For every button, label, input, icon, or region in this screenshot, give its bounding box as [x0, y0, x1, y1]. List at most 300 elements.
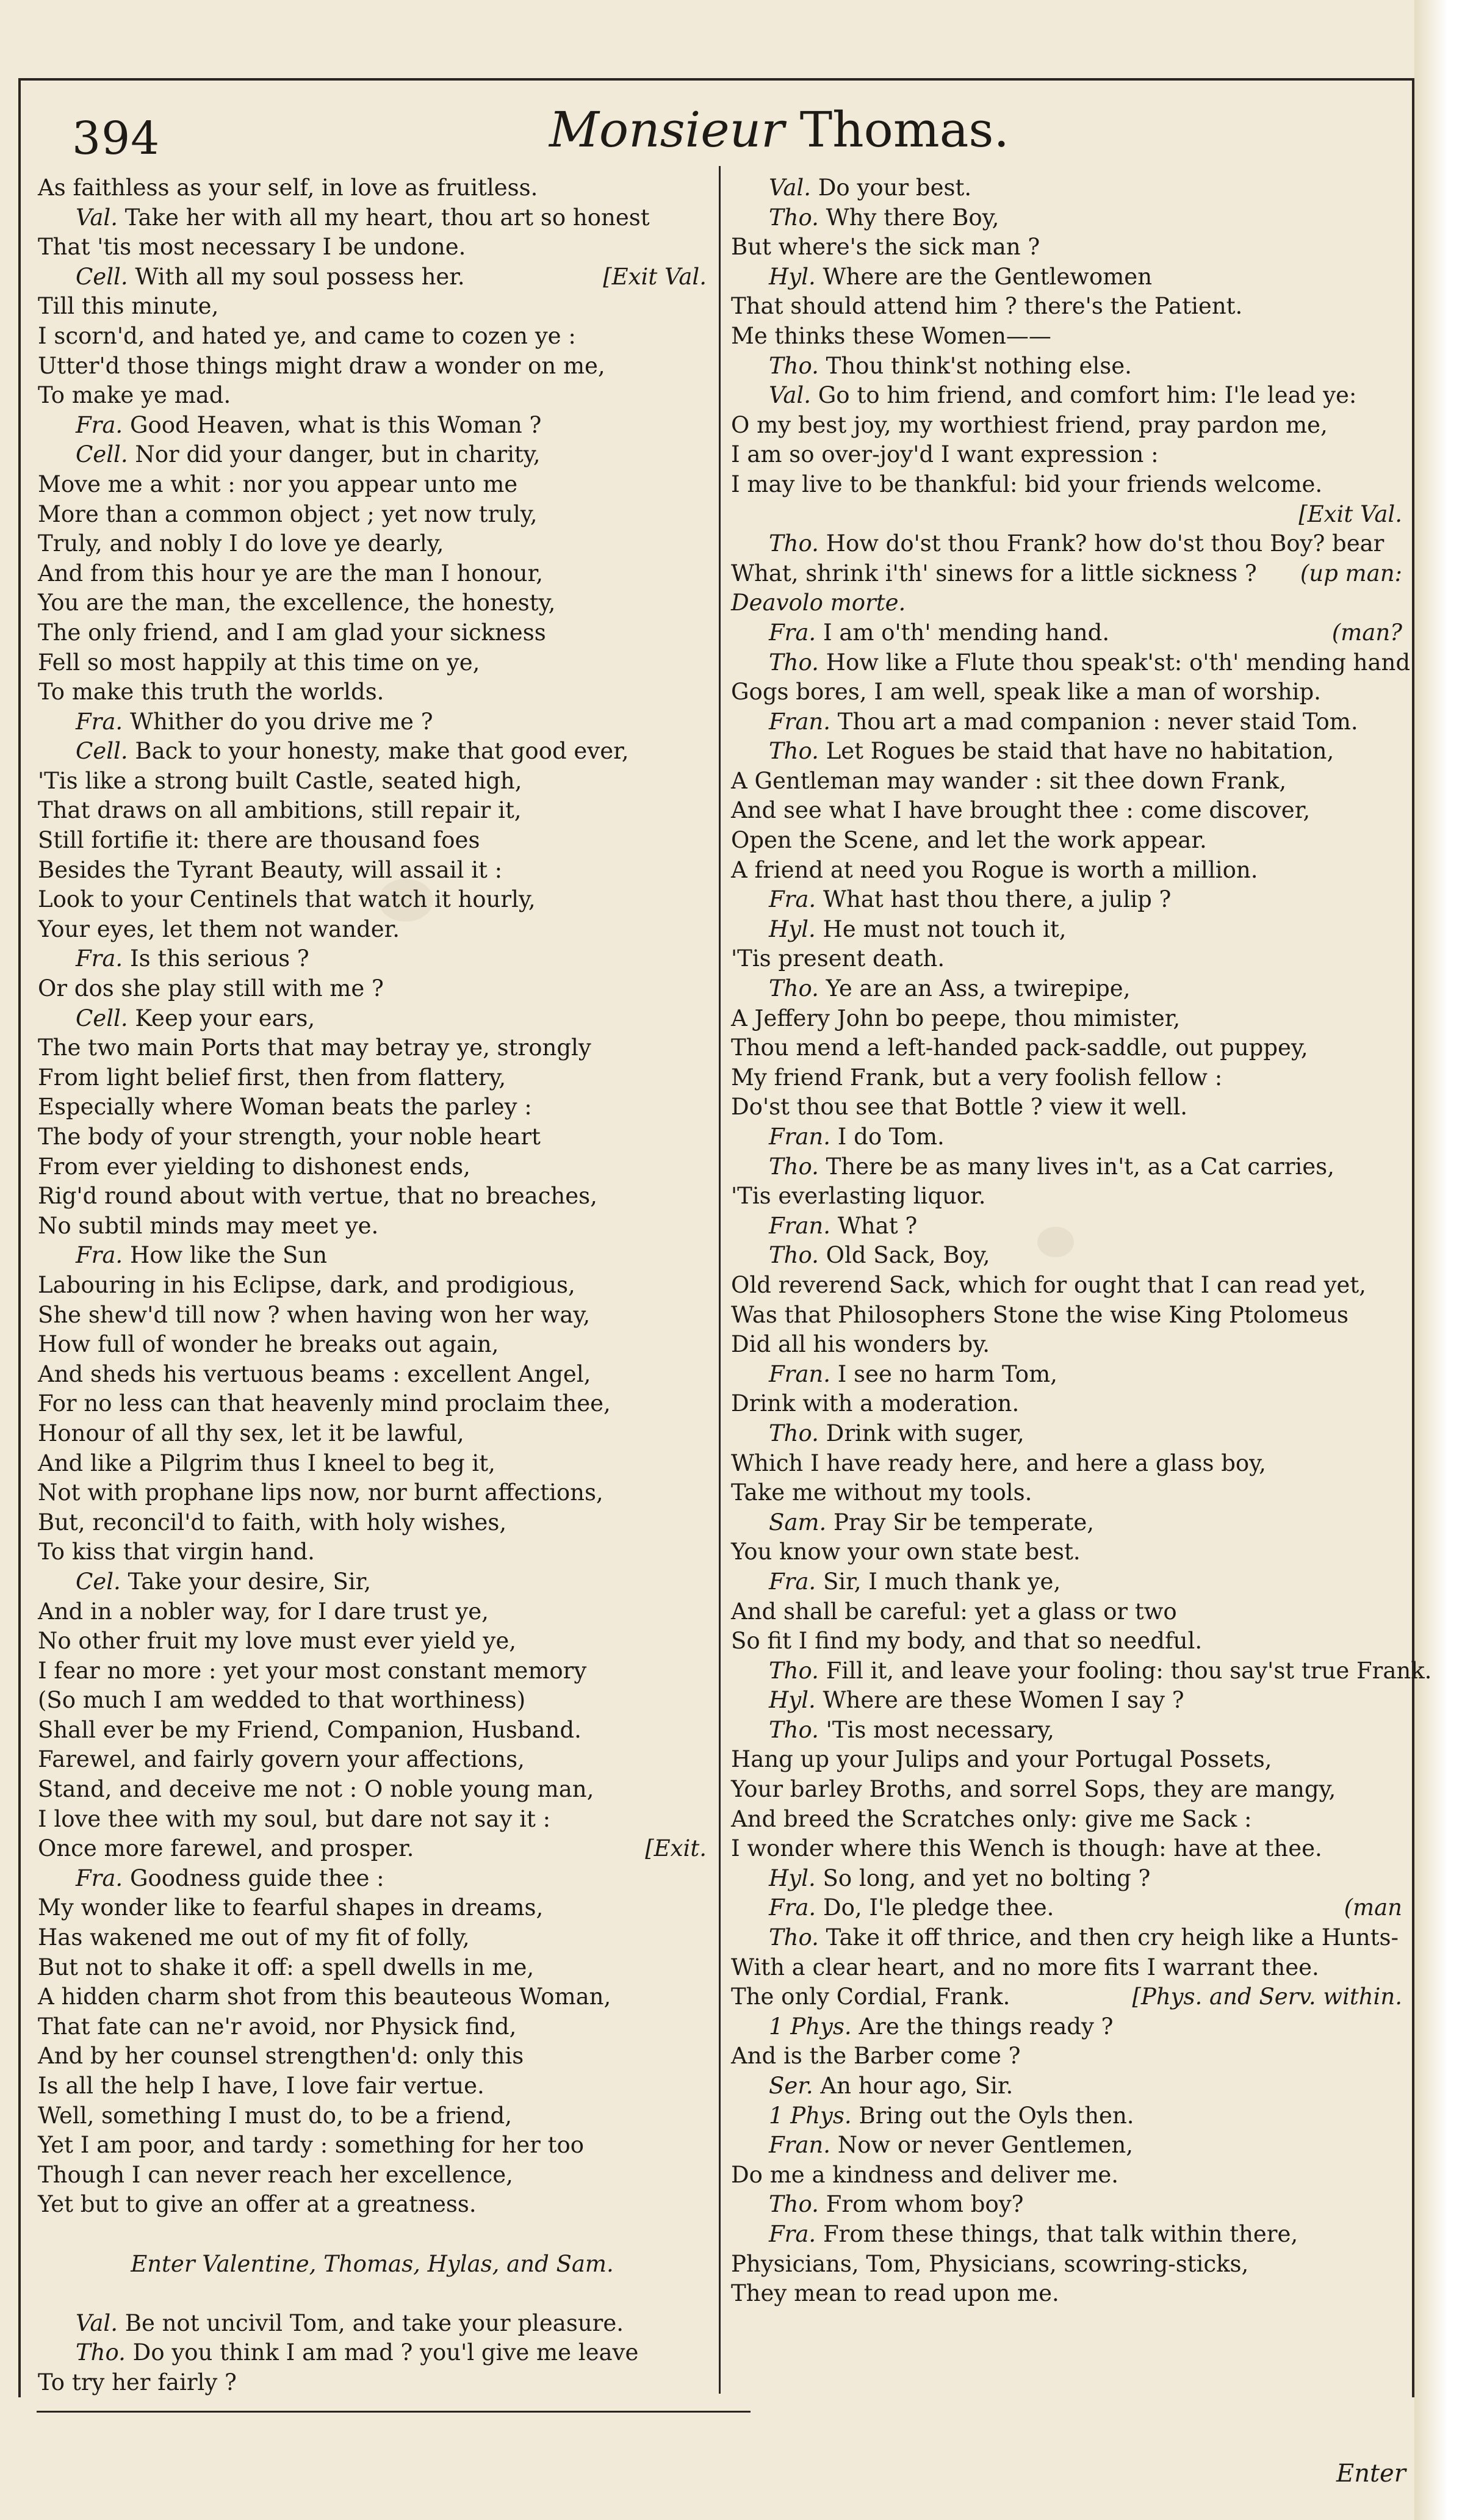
verse-text: Take it off thrice, and then cry heigh like a Hunts- [826, 1924, 1399, 1951]
speaker-name: Fra. [76, 945, 123, 972]
text-line [731, 915, 1402, 945]
verse-text: And see what I have brought thee : come discover, [731, 797, 1311, 824]
frame-rule-bottom [37, 2411, 751, 2413]
text-line [731, 1893, 1402, 1923]
verse-text: Gogs bores, I am well, speak like a man of worship. [731, 679, 1321, 706]
text-line [731, 1301, 1402, 1330]
verse-text: The only friend, and I am glad your sickness [38, 619, 546, 646]
verse-text: Where are the Gentlewomen [823, 263, 1153, 290]
text-line [731, 707, 1402, 737]
text-line [731, 322, 1402, 352]
text-line [731, 2101, 1402, 2131]
text-line [731, 1834, 1402, 1864]
text-line [38, 1152, 707, 1182]
stage-direction: Enter Valentine, Thomas, Hylas, and Sam. [131, 2250, 614, 2277]
text-line [38, 2101, 707, 2131]
verse-text: A friend at need you Rogue is worth a million. [731, 856, 1258, 883]
text-line [38, 1211, 707, 1241]
text-line [731, 1745, 1402, 1775]
text-line [38, 1745, 707, 1775]
text-line [38, 588, 707, 618]
stage-direction: [Exit Val. [1298, 500, 1402, 527]
verse-text: He must not touch it, [823, 915, 1067, 942]
verse-text: 'Tis like a strong built Castle, seated high, [38, 767, 522, 794]
text-line [731, 470, 1402, 500]
speaker-name: Val. [76, 204, 118, 231]
stage-direction: [Exit. [645, 1835, 707, 1862]
verse-text: Now or never Gentlemen, [837, 2132, 1134, 2159]
verse-text: Utter'd those things might draw a wonder on me, [38, 352, 605, 379]
verse-text: Pray Sir be temperate, [834, 1509, 1095, 1536]
text-line [38, 500, 707, 530]
verse-text: What, shrink i'th' sinews for a little sickness ? [731, 560, 1257, 587]
verse-text: And by her counsel strengthen'd: only this [38, 2043, 524, 2070]
speaker-name: Tho. [769, 530, 819, 557]
text-line [38, 796, 707, 826]
verse-text: Hang up your Julips and your Portugal Possets, [731, 1746, 1272, 1773]
text-line [38, 2309, 707, 2339]
speaker-name: Tho. [769, 352, 819, 379]
text-line [38, 1716, 707, 1746]
verse-text: With a clear heart, and no more fits I warrant thee. [731, 1954, 1319, 1980]
speaker-name: Tho. [769, 975, 819, 1002]
verse-text: From whom boy? [826, 2191, 1024, 2218]
text-line [731, 1953, 1402, 1983]
verse-text: You know your own state best. [731, 1539, 1081, 1565]
speaker-name: Hyl. [769, 1687, 816, 1714]
text-line [731, 1419, 1402, 1449]
verse-text: Whither do you drive me ? [129, 708, 433, 735]
text-line [38, 618, 707, 648]
verse-text: Was that Philosophers Stone the wise King Ptolomeus [731, 1301, 1349, 1328]
text-line [731, 767, 1402, 796]
text-line [731, 1775, 1402, 1805]
speaker-name: Hyl. [769, 263, 816, 290]
frame-rule-top [18, 78, 1414, 81]
text-line [38, 2368, 707, 2398]
text-line [731, 1656, 1432, 1686]
verse-text: To kiss that virgin hand. [38, 1539, 315, 1565]
text-line [38, 1389, 707, 1419]
verse-text: Rig'd round about with vertue, that no breaches, [38, 1183, 597, 1210]
text-line [38, 1923, 707, 1953]
verse-text: A Jeffery John bo peepe, thou mimister, [731, 1005, 1181, 1031]
text-line [38, 974, 707, 1004]
text-line [38, 352, 707, 381]
text-line [38, 1449, 707, 1479]
speaker-name: Tho. [769, 649, 819, 676]
text-line [38, 707, 707, 737]
verse-text: No subtil minds may meet ye. [38, 1212, 379, 1239]
text-line [38, 1656, 707, 1686]
text-line [731, 1597, 1402, 1627]
text-line [731, 1389, 1402, 1419]
text-line [38, 440, 707, 470]
speaker-name: Fra. [769, 1568, 816, 1595]
speaker-name: Fra. [76, 411, 123, 438]
speaker-name: 1 Phys. [769, 2013, 852, 2040]
verse-text: Did all his wonders by. [731, 1331, 990, 1358]
verse-text: More than a common object ; yet now truly, [38, 500, 538, 527]
text-line [731, 796, 1402, 826]
speaker-name: Fra. [769, 2220, 816, 2247]
text-line [38, 1567, 707, 1597]
speaker-name: Val. [769, 175, 811, 201]
verse-text: And in a nobler way, for I dare trust ye, [38, 1598, 489, 1625]
verse-text: My wonder like to fearful shapes in dreams, [38, 1894, 544, 1921]
text-line [731, 1716, 1402, 1746]
verse-text: But not to shake it off: a spell dwells in me, [38, 1954, 535, 1980]
running-title-italic: Monsieur [549, 101, 785, 158]
verse-text: Old Sack, Boy, [826, 1242, 990, 1269]
verse-text: And is the Barber come ? [731, 2043, 1021, 2070]
verse-text: To make ye mad. [38, 382, 231, 409]
speaker-name: Fra. [769, 619, 816, 646]
text-line [38, 2338, 707, 2368]
text-line [38, 885, 707, 915]
text-line [38, 529, 707, 559]
verse-text: With all my soul possess her. [135, 263, 465, 290]
verse-text: Well, something I must do, to be a friend, [38, 2102, 512, 2129]
verse-text: Fill it, and leave your fooling: thou say'st true Frank. [826, 1657, 1432, 1684]
verse-text: Especially where Woman beats the parley : [38, 1094, 532, 1121]
text-line [731, 1241, 1402, 1271]
verse-text: What ? [837, 1212, 918, 1239]
verse-text: How like the Sun [129, 1242, 328, 1269]
text-line [731, 588, 1402, 618]
verse-text: O my best joy, my worthiest friend, pray pardon me, [731, 411, 1328, 438]
text-line [38, 292, 707, 322]
verse-text: And like a Pilgrim thus I kneel to beg it, [38, 1450, 495, 1476]
text-line [731, 1567, 1402, 1597]
verse-text: Drink with a moderation. [731, 1390, 1020, 1417]
stage-direction-line [731, 500, 1402, 530]
text-line [731, 2012, 1402, 2042]
verse-text: Has wakened me out of my fit of folly, [38, 1924, 470, 1951]
text-line [38, 322, 707, 352]
verse-text: Goodness guide thee : [129, 1865, 384, 1891]
verse-text: Are the things ready ? [859, 2013, 1114, 2040]
verse-text: Do'st thou see that Bottle ? view it well. [731, 1094, 1188, 1121]
text-line [731, 2279, 1402, 2309]
verse-text: You are the man, the excellence, the honesty, [38, 590, 556, 616]
verse-text: Is this serious ? [129, 945, 309, 972]
verse-text: Do you think I am mad ? you'l give me leave [132, 2339, 639, 2366]
verse-text: Drink with suger, [826, 1420, 1024, 1446]
text-line [731, 2190, 1402, 2220]
text-line [38, 767, 707, 796]
verse-text: Your eyes, let them not wander. [38, 915, 400, 942]
verse-text: Yet but to give an offer at a greatness. [38, 2191, 477, 2218]
verse-text: Do, I'le pledge thee. [823, 1894, 1054, 1921]
verse-text: 'Tis everlasting liquor. [731, 1183, 986, 1210]
text-line [731, 440, 1402, 470]
text-line [38, 1805, 707, 1835]
text-line [38, 1775, 707, 1805]
text-line [38, 1360, 707, 1390]
verse-text: To try her fairly ? [38, 2369, 237, 2395]
text-line [38, 1033, 707, 1063]
verse-text: I do Tom. [837, 1124, 945, 1150]
speaker-name: Fra. [76, 708, 123, 735]
verse-text: Take your desire, Sir, [128, 1568, 372, 1595]
verse-text: I am o'th' mending hand. [823, 619, 1110, 646]
verse-text: The only Cordial, Frank. [731, 1984, 1010, 2010]
verse-text: That 'tis most necessary I be undone. [38, 234, 466, 261]
verse-text: Go to him friend, and comfort him: I'le lead ye: [818, 382, 1357, 409]
verse-text: Why there Boy, [826, 204, 999, 231]
speaker-name: Hyl. [769, 1865, 816, 1891]
text-line [731, 1923, 1402, 1953]
verse-text: But where's the sick man ? [731, 234, 1040, 261]
text-line [38, 915, 707, 945]
verse-text: Take me without my tools. [731, 1479, 1032, 1506]
verse-text: Good Heaven, what is this Woman ? [129, 411, 542, 438]
text-line [38, 470, 707, 500]
text-line [38, 1122, 707, 1152]
verse-text: She shew'd till now ? when having won her way, [38, 1301, 591, 1328]
verse-text: I love thee with my soul, but dare not say it : [38, 1805, 551, 1832]
verse-text: Bring out the Oyls then. [859, 2102, 1134, 2129]
speaker-name: Fra. [769, 886, 816, 913]
speaker-name: Tho. [769, 1924, 819, 1951]
verse-text: Farewel, and fairly govern your affections, [38, 1746, 525, 1773]
text-line [731, 262, 1402, 292]
verse-text: From these things, that talk within there, [823, 2220, 1298, 2247]
text-line [38, 2279, 707, 2309]
text-line [731, 352, 1402, 381]
stage-direction: [Exit Val. [603, 263, 707, 290]
speaker-name: Fran. [769, 708, 831, 735]
verse-text: Move me a whit : nor you appear unto me [38, 471, 518, 497]
text-line [731, 2071, 1402, 2101]
verse-text: Be not uncivil Tom, and take your pleasure. [124, 2309, 624, 2336]
verse-text: And breed the Scratches only: give me Sack : [731, 1805, 1252, 1832]
text-line [731, 856, 1402, 886]
text-line [731, 885, 1402, 915]
speaker-name: Cel. [76, 1568, 121, 1595]
text-line [38, 1330, 707, 1360]
verse-text: Stand, and deceive me not : O noble young man, [38, 1776, 594, 1803]
text-line [731, 2220, 1402, 2250]
text-line [38, 233, 707, 262]
verse-text: So long, and yet no bolting ? [823, 1865, 1151, 1891]
verse-text: Do me a kindness and deliver me. [731, 2161, 1119, 2188]
verse-text: Thou think'st nothing else. [826, 352, 1132, 379]
text-line [38, 2190, 707, 2220]
text-line [38, 826, 707, 856]
verse-text: The two main Ports that may betray ye, strongly [38, 1034, 591, 1061]
text-line [731, 1063, 1402, 1093]
speaker-name: Fran. [769, 2132, 831, 2159]
text-line [38, 648, 707, 678]
verse-text: Fell so most happily at this time on ye, [38, 649, 480, 676]
speaker-name: Ser. [769, 2073, 813, 2099]
speaker-name: Tho. [769, 1153, 819, 1180]
text-line [38, 203, 707, 233]
text-line [731, 203, 1402, 233]
verse-text: Where are these Women I say ? [823, 1687, 1184, 1714]
text-line [731, 2042, 1402, 2071]
verse-text: 'Tis most necessary, [826, 1716, 1054, 1743]
verse-text: 'Tis present death. [731, 945, 945, 972]
text-line [731, 826, 1402, 856]
text-line [38, 1004, 707, 1034]
text-line [38, 1063, 707, 1093]
text-line [731, 944, 1402, 974]
text-line [731, 1508, 1402, 1538]
speaker-name: Val. [769, 382, 811, 409]
page-edge [1414, 0, 1462, 2520]
text-line [38, 1478, 707, 1508]
text-line [38, 1953, 707, 1983]
text-line [731, 559, 1402, 589]
verse-text: Sir, I much thank ye, [823, 1568, 1061, 1595]
speaker-name: Tho. [769, 738, 819, 765]
verse-text: I am so over-joy'd I want expression : [731, 441, 1159, 468]
text-line [38, 411, 707, 441]
text-line [731, 1686, 1402, 1716]
text-line [731, 2161, 1402, 2190]
text-line [731, 529, 1402, 559]
verse-text: Nor did your danger, but in charity, [135, 441, 541, 468]
text-line [38, 1508, 707, 1538]
text-line [731, 1271, 1402, 1301]
verse-text: Your barley Broths, and sorrel Sops, they are mangy, [731, 1776, 1336, 1803]
verse-text: And from this hour ye are the man I honour, [38, 560, 544, 587]
verse-text: What hast thou there, a julip ? [823, 886, 1172, 913]
verse-text: Though I can never reach her excellence, [38, 2161, 513, 2188]
speaker-name: Tho. [769, 204, 819, 231]
verse-text: Open the Scene, and let the work appear. [731, 827, 1207, 854]
verse-text: That fate can ne'r avoid, nor Physick find, [38, 2013, 517, 2040]
verse-text: They mean to read upon me. [731, 2280, 1059, 2307]
text-line [38, 1271, 707, 1301]
text-line [38, 1241, 707, 1271]
running-title-roman: Thomas. [799, 101, 1009, 158]
verse-text: How like a Flute thou speak'st: o'th' mending hand [826, 649, 1411, 676]
verse-text: Ye are an Ass, a twirepipe, [826, 975, 1131, 1002]
verse-text: Once more farewel, and prosper. [38, 1835, 414, 1862]
text-line [38, 737, 707, 767]
text-line [38, 262, 707, 292]
text-line [38, 1537, 707, 1567]
verse-text: I see no harm Tom, [837, 1360, 1057, 1387]
text-line [731, 173, 1402, 203]
text-line [38, 1092, 707, 1122]
speaker-name: Fra. [76, 1242, 123, 1269]
speaker-name: Fra. [769, 1894, 816, 1921]
text-line [731, 737, 1402, 767]
text-line [38, 1864, 707, 1894]
text-line [731, 648, 1411, 678]
text-line [38, 1686, 707, 1716]
text-line [731, 1982, 1402, 2012]
text-line [38, 1893, 707, 1923]
verse-text: The body of your strength, your noble heart [38, 1124, 541, 1150]
verse-text: To make this truth the worlds. [38, 679, 384, 706]
text-line [38, 2012, 707, 2042]
stage-direction: (up man: [1300, 560, 1402, 587]
text-line [731, 974, 1402, 1004]
verse-text: Which I have ready here, and here a glass boy, [731, 1450, 1266, 1476]
text-line [731, 1537, 1402, 1567]
text-line [38, 1982, 707, 2012]
text-line [38, 677, 707, 707]
text-line [731, 411, 1402, 441]
left-text-column [38, 173, 707, 2398]
verse-text: And sheds his vertuous beams : excellent Angel, [38, 1360, 591, 1387]
verse-text: Keep your ears, [135, 1005, 315, 1031]
verse-text: I scorn'd, and hated ye, and came to cozen ye : [38, 322, 576, 349]
speaker-name: Fran. [769, 1212, 831, 1239]
verse-text: Is all the help I have, I love fair vertue. [38, 2073, 484, 2099]
speaker-name: Cell. [76, 441, 128, 468]
text-line [731, 1805, 1402, 1835]
verse-text: Thou art a mad companion : never staid Tom. [837, 708, 1358, 735]
text-line [731, 1330, 1402, 1360]
text-line [731, 618, 1402, 648]
speaker-name: Tho. [769, 1420, 819, 1446]
verse-text: Still fortifie it: there are thousand foes [38, 827, 480, 854]
verse-text: (So much I am wedded to that worthiness) [38, 1687, 526, 1714]
speaker-name: Tho. [769, 1716, 819, 1743]
text-line [38, 2161, 707, 2190]
text-line [731, 1478, 1402, 1508]
verse-text: A hidden charm shot from this beauteous Woman, [38, 1984, 611, 2010]
speaker-name: Cell. [76, 738, 128, 765]
verse-text: Shall ever be my Friend, Companion, Husband. [38, 1716, 582, 1743]
speaker-name: Fran. [769, 1360, 831, 1387]
stage-direction: (man? [1331, 619, 1402, 646]
verse-text: I wonder where this Wench is though: have at thee. [731, 1835, 1322, 1862]
running-title [549, 101, 1013, 158]
speaker-name: Hyl. [769, 915, 816, 942]
verse-text: Truly, and nobly I do love ye dearly, [38, 530, 444, 557]
text-line [731, 292, 1402, 322]
verse-text: Back to your honesty, make that good ever, [135, 738, 629, 765]
text-line [38, 2131, 707, 2161]
text-line [731, 1122, 1402, 1152]
speaker-name: Val. [76, 2309, 118, 2336]
text-line [731, 1182, 1402, 1211]
text-line [731, 1152, 1402, 1182]
text-line [38, 1182, 707, 1211]
verse-text: Thou mend a left-handed pack-saddle, out puppey, [731, 1034, 1308, 1061]
verse-text: That should attend him ? there's the Patient. [731, 293, 1243, 320]
text-line [38, 1301, 707, 1330]
column-divider-rule [719, 166, 721, 2394]
text-line [38, 2220, 707, 2250]
text-line [731, 1360, 1402, 1390]
text-line [38, 2071, 707, 2101]
speaker-name: Fran. [769, 1124, 831, 1150]
stage-direction: [Phys. and Serv. within. [1132, 1984, 1402, 2010]
speaker-name: Tho. [769, 1242, 819, 1269]
verse-text: An hour ago, Sir. [820, 2073, 1014, 2099]
frame-rule-left [18, 78, 21, 2397]
text-line [731, 1004, 1402, 1034]
verse-text: Not with prophane lips now, nor burnt affections, [38, 1479, 603, 1506]
speaker-name: 1 Phys. [769, 2102, 852, 2129]
right-text-column [731, 173, 1432, 2309]
verse-text: Or dos she play still with me ? [38, 975, 384, 1002]
verse-text: From ever yielding to dishonest ends, [38, 1153, 470, 1180]
verse-text: I fear no more : yet your most constant memory [38, 1657, 587, 1684]
verse-text: Honour of all thy sex, let it be lawful, [38, 1420, 464, 1446]
verse-text: Deavolo morte. [731, 590, 906, 616]
verse-text: Look to your Centinels that watch it hourly, [38, 886, 536, 913]
